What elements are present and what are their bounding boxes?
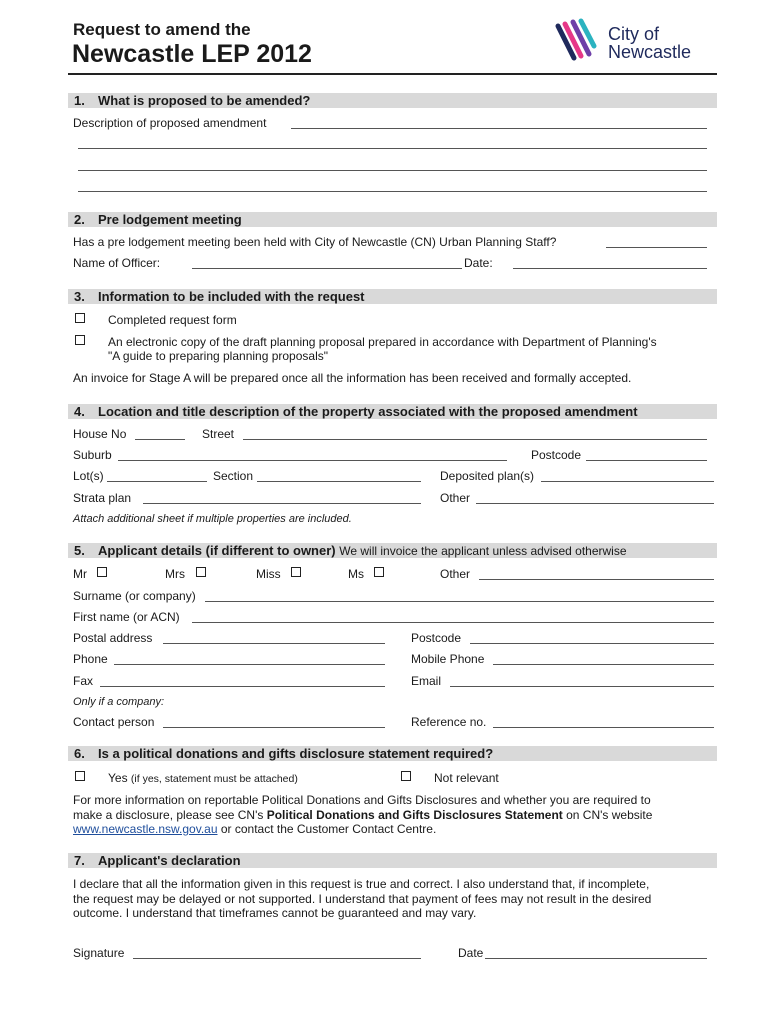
first-name-label: First name (or ACN) (73, 610, 180, 624)
header-rule (68, 73, 717, 75)
title-mrs-checkbox[interactable] (196, 567, 206, 577)
logo-text-line2: Newcastle (608, 42, 692, 62)
declaration-date-label: Date (458, 946, 484, 960)
electronic-copy-label: An electronic copy of the draft planning proposal prepared in accordance with Department of Planning's (108, 335, 657, 349)
phone-label: Phone (73, 652, 108, 666)
email-field[interactable] (450, 686, 714, 687)
section-field[interactable] (257, 481, 421, 482)
form-title-line1: Request to amend the (73, 20, 251, 39)
section-1-heading: 1. What is proposed to be amended? (74, 93, 311, 108)
section-label: Section (213, 469, 254, 483)
officer-name-field[interactable] (192, 268, 462, 269)
description-field-line-4[interactable] (78, 191, 707, 192)
disclosure-info-paragraph: For more information on reportable Political Donations and Gifts Disclosures and whether you are required to make a disclosure, please see CN's Political Donations and Gifts Disclosures Statement on CN's website www.newcastle.nsw.gov.au or contact the Customer Contact Centre. (73, 793, 653, 836)
meeting-date-label: Date: (464, 256, 493, 270)
property-other-field[interactable] (476, 503, 714, 504)
declaration-paragraph: I declare that all the information given in this request is true and correct. I also understand that, if incomplete, the request may be delayed or not supported. I understand that payment of fees may not result in the desired outcome. I understand that timeframes cannot be guaranteed and may vary. (73, 877, 652, 920)
deposited-plan-label: Deposited plan(s) (440, 469, 535, 483)
section-6-heading: 6. Is a political donations and gifts disclosure statement required? (74, 746, 494, 761)
mobile-phone-label: Mobile Phone (411, 652, 485, 666)
title-ms-checkbox[interactable] (374, 567, 384, 577)
title-other-field[interactable] (479, 579, 714, 580)
postal-address-field[interactable] (163, 643, 385, 644)
attach-sheet-note: Attach additional sheet if multiple properties are included. (73, 513, 352, 525)
officer-label: Name of Officer: (73, 256, 161, 270)
email-label: Email (411, 674, 442, 688)
strata-plan-label: Strata plan (73, 491, 132, 505)
lots-field[interactable] (107, 481, 207, 482)
disclosure-statement-title: Political Donations and Gifts Disclosures Statement (266, 807, 563, 822)
surname-label: Surname (or company) (73, 589, 196, 603)
house-no-field[interactable] (135, 439, 185, 440)
signature-label: Signature (73, 946, 125, 960)
section-2-heading: 2. Pre lodgement meeting (74, 212, 242, 227)
property-postcode-label: Postcode (531, 448, 582, 462)
company-only-note: Only if a company: (73, 696, 165, 708)
description-field-line-3[interactable] (78, 170, 707, 171)
lots-label: Lot(s) (73, 469, 104, 483)
website-link[interactable]: www.newcastle.nsw.gov.au (73, 822, 218, 836)
fax-label: Fax (73, 674, 94, 688)
applicant-postcode-label: Postcode (411, 631, 462, 645)
logo-text-line1: City of (608, 24, 660, 44)
contact-person-label: Contact person (73, 715, 155, 729)
suburb-field[interactable] (118, 460, 507, 461)
disclosure-yes-checkbox[interactable] (75, 771, 85, 781)
deposited-plan-field[interactable] (541, 481, 714, 482)
title-other-label: Other (440, 567, 471, 581)
applicant-postcode-field[interactable] (470, 643, 714, 644)
strata-plan-field[interactable] (143, 503, 421, 504)
title-miss-label: Miss (256, 567, 281, 581)
form-title: Newcastle LEP 2012 (72, 40, 312, 68)
logo-mark-icon (552, 18, 598, 64)
electronic-copy-label-line2: "A guide to preparing planning proposals" (108, 349, 329, 363)
section-5-heading: 5. Applicant details (if different to owner) We will invoice the applicant unless advised otherwise (74, 543, 627, 558)
surname-field[interactable] (205, 601, 714, 602)
property-postcode-field[interactable] (586, 460, 707, 461)
title-mrs-label: Mrs (165, 567, 185, 581)
electronic-copy-checkbox[interactable] (75, 335, 85, 345)
section-3-heading: 3. Information to be included with the request (74, 289, 365, 304)
completed-form-label: Completed request form (108, 313, 237, 327)
completed-form-checkbox[interactable] (75, 313, 85, 323)
section-5-subtitle: We will invoice the applicant unless advised otherwise (339, 544, 627, 558)
declaration-date-field[interactable] (485, 958, 707, 959)
property-other-label: Other (440, 491, 471, 505)
street-field[interactable] (243, 439, 707, 440)
postal-address-label: Postal address (73, 631, 153, 645)
phone-field[interactable] (114, 664, 385, 665)
contact-person-field[interactable] (163, 727, 385, 728)
reference-no-label: Reference no. (411, 715, 487, 729)
disclosure-yes-note: (if yes, statement must be attached) (130, 773, 298, 785)
fax-field[interactable] (100, 686, 385, 687)
house-no-label: House No (73, 427, 127, 441)
not-relevant-label: Not relevant (434, 771, 499, 785)
invoice-note: An invoice for Stage A will be prepared once all the information has been received and formally accepted. (73, 371, 632, 385)
first-name-field[interactable] (192, 622, 714, 623)
city-of-newcastle-logo (552, 18, 712, 66)
title-mr-checkbox[interactable] (97, 567, 107, 577)
signature-field[interactable] (133, 958, 421, 959)
disclosure-yes-label: Yes (if yes, statement must be attached) (108, 771, 298, 785)
section-7-heading: 7. Applicant's declaration (74, 853, 241, 868)
title-miss-checkbox[interactable] (291, 567, 301, 577)
meeting-date-field[interactable] (513, 268, 707, 269)
section-4-heading: 4. Location and title description of the property associated with the proposed amendment (74, 404, 638, 419)
not-relevant-checkbox[interactable] (401, 771, 411, 781)
title-ms-label: Ms (348, 567, 364, 581)
suburb-label: Suburb (73, 448, 112, 462)
street-label: Street (202, 427, 235, 441)
pre-lodgement-answer-field[interactable] (606, 247, 707, 248)
reference-no-field[interactable] (493, 727, 714, 728)
title-mr-label: Mr (73, 567, 87, 581)
description-label: Description of proposed amendment (73, 116, 267, 130)
pre-lodgement-question: Has a pre lodgement meeting been held with City of Newcastle (CN) Urban Planning Staff? (73, 235, 557, 249)
description-field[interactable] (291, 128, 707, 129)
description-field-line-2[interactable] (78, 148, 707, 149)
mobile-phone-field[interactable] (493, 664, 714, 665)
